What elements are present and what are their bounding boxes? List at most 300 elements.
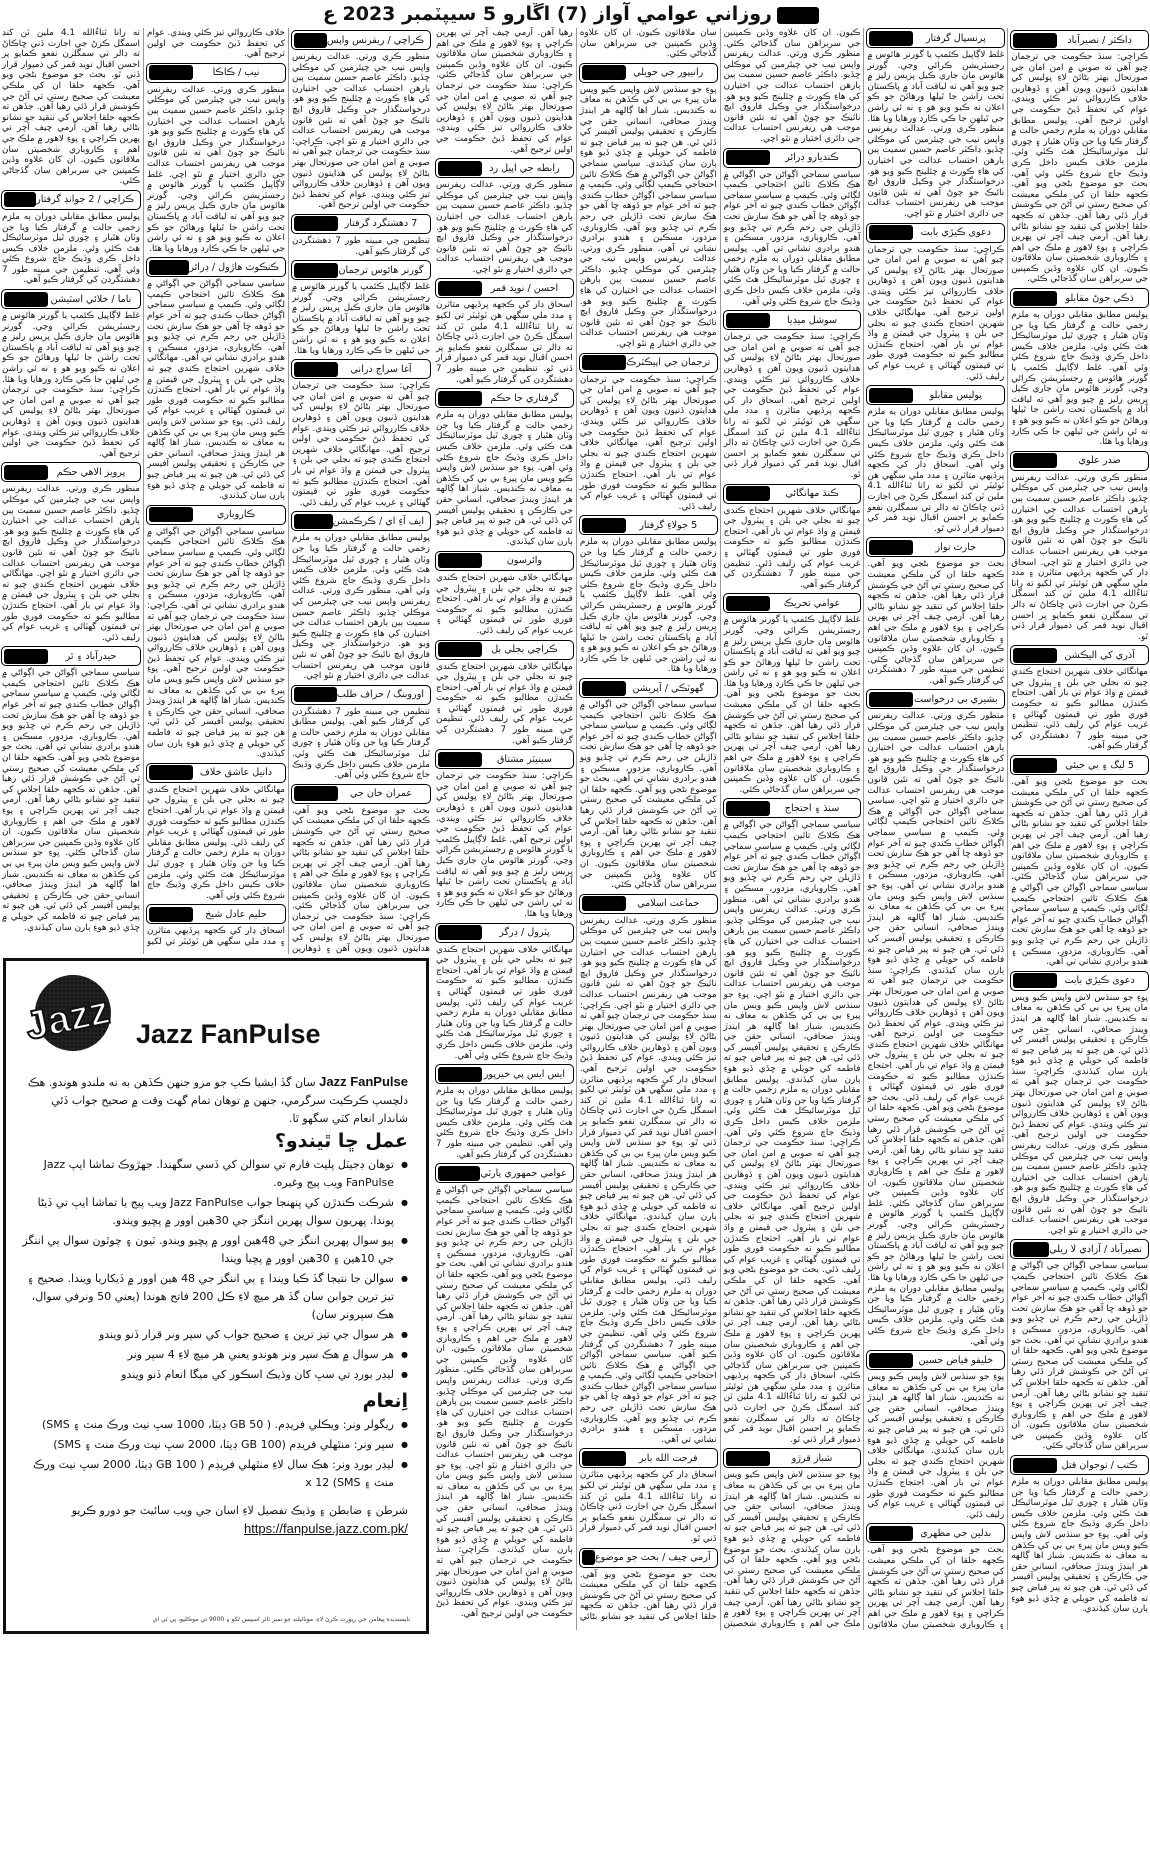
article-headline-box	[435, 749, 574, 769]
article-headline-box	[1010, 451, 1149, 471]
article-paragraph: پوليس مطابق مقابلي دوران ٻه ملزم زخمي حالت ۾ گرفتار ڪيا ويا جن وٽان هٿيار ۽ چوري ٿيل موٽرسائيڪل هٿ ڪئي وئي. ملزمن خلاف ڪيس داخل ڪري وڌيڪ جاچ شروع ڪئي وئي آهي.	[436, 997, 573, 1061]
article-paragraph: غلط لاڳاپيل ڪئمپ يا گورنر هائوس ۾ رجسٽريشن ڪرائي وڃي. گورنر هائوس مان جاري ڪيل پريس رليز ۾ چيو ويو آهي ته لياقت آباد ۾ پاڪستان تحت راشن جا ٿيلها ورهائڻ جو ڪو اعلان نه ڪيو ويو هو ۽ نه ئي راشن جي ٿيلهن جا ڪي ڪارڊ ورهايا ويا هئا.	[1011, 363, 1148, 448]
article-paragraph: منظور ڪري ورتي. عدالت ريفرنس واپس نيب جي چيئرمين کي موڪلي ڇڏيو. ڊاڪٽر عاصم حسين سميت ٻين ٻارهن احتساب عدالت جي اختيارن کي هاءِ ڪورٽ ۾ چئلينج ڪيو ويو هو. درخواستگذار جي وڪيل فاروق ايڇ نائيڪ جو چوڻ آهي ته نئين قانون موجب هي ريفرنس احتساب عدالت جي دائري اختيار ۾ نٿو اچي.	[867, 711, 1005, 807]
news-article	[290, 260, 432, 356]
article-body	[578, 85, 719, 350]
article-headline: 5 ليگ ۽ بي جيئي	[1065, 759, 1134, 771]
article-headline: اوروبنگ / حراف طلب	[336, 689, 424, 701]
article-headline-box	[291, 359, 431, 379]
article-paragraph: اسحاق ڊار کي ڪجهه پرڏيهي متاثرن ۽ مدد ملي سگهي هن ٽوئيٽر تي لکيو ته رانا ثناءُالله 4.1 ملين ٽن کنڊ اسمگل ڪرڻ جي اجازت ڏني ڇاڪاڻ ته ڊالر تي سمگلرن نفعو ڪمايو پر احسن اقبال نويد قمر کي ذميوار قرار ڏني ٿو.	[2, 28, 285, 947]
article-paragraph: اسحاق ڊار کي ڪجهه پرڏيهي متاثرن ۽ مدد ملي سگهي هن ٽوئيٽر تي لکيو ته رانا ثناءُالله 4.1 ملين ٽن کنڊ اسمگل ڪرڻ جي اجازت ڏني ڇاڪاڻ ته ڊالر تي سمگلرن نفعو ڪمايو پر احسن اقبال نويد قمر کي ذميوار قرار ڏني ٿو.	[579, 1470, 717, 1544]
article-paragraph: غلط لاڳاپيل ڪئمپ يا گورنر هائوس ۾ رجسٽريشن ڪرائي وڃي. گورنر هائوس مان جاري ڪيل پريس رليز ۾ چيو ويو آهي ته لياقت آباد ۾ پاڪستان تحت راشن جا ٿيلها ورهائڻ جو ڪو اعلان نه ڪيو ويو هو ۽ نه ئي راشن جي ٿيلهن جا ڪي ڪارڊ ورهايا ويا هئا.	[2, 311, 140, 385]
article-headline-box	[1, 646, 141, 666]
prize-heading: اِنعام	[362, 1390, 408, 1413]
article-paragraph: مهانگائي خلاف شهرين احتجاج ڪندي چيو ته بجلي جي بلن ۽ پيٽرول جي قيمتن ۾ واڌ عوام تي بار آهي. احتجاج ڪندڙن مطالبو ڪيو ته حڪومت فوري طور تي قيمتون گهٽائي ۽ غريب عوام کي رليف ڏئي.	[436, 572, 573, 636]
redaction-block	[294, 216, 338, 231]
article-paragraph: ڪراچي: سنڌ حڪومت جي ترجمان چيو آهي ته صوبي ۾ امن امان جي صورتحال بهتر بڻائڻ لاءِ پوليس کي هدايتون ڏنيون ويون آهن ۽ ڏوهارين خلاف ڪارروائي تيز ڪئي ويندي. عوام کي تحفظ ڏيڻ حڪومت جي اولين ترجيح آهي.	[1011, 1066, 1148, 1141]
article-body	[434, 771, 575, 919]
article-paragraph: غلط لاڳاپيل ڪئمپ يا گورنر هائوس ۾ رجسٽريشن ڪرائي وڃي. گورنر هائوس مان جاري ڪيل پريس رليز ۾ چيو ويو آهي ته لياقت آباد ۾ پاڪستان تحت راشن جا ٿيلها ورهائڻ جو ڪو اعلان نه ڪيو ويو هو ۽ نه ئي راشن جي ٿيلهن جا ڪي ڪارڊ ورهايا ويا هئا.	[867, 1198, 1005, 1283]
article-headline: حليم عادل شيخ	[205, 908, 267, 920]
article-paragraph: پوليس مطابق مقابلي دوران ٻه ملزم زخمي حالت ۾ گرفتار ڪيا ويا جن وٽان هٿيار ۽ چوري ٿيل موٽرسائيڪل هٿ ڪئي وئي. ملزمن خلاف ڪيس داخل ڪري وڌيڪ جاچ شروع ڪئي وئي آهي.	[867, 407, 1005, 471]
redaction-block	[1013, 291, 1057, 306]
article-paragraph: ڪراچي: سنڌ حڪومت جي ترجمان چيو آهي ته صوبي ۾ امن امان جي صورتحال بهتر بڻائڻ لاءِ پوليس کي هدايتون ڏنيون ويون آهن ۽ ڏوهارين خلاف ڪارروائي تيز ڪئي ويندي. عوام کي تحفظ ڏيڻ حڪومت جي اولين ترجيح آهي.	[436, 771, 573, 845]
news-article	[434, 749, 575, 919]
article-paragraph: پوءِ جو سنڌس لاش واپس ڪيو ويس مان پيرءِ بي بي کي ڪڏهن به معاف نه ڪنديس. شباز اها ڳالهه هر اينڊڙ ويندڙ صحافي، انساني حقن جي ڪارڪن ۽ تحقيقي پوليس آفيسر کي ڏئي ٿي. هن چيو ته پير فياض چيو ته فاطمه کي حويلي ۾ ڇڏي ڏيو هوءِ ٻارن سان کيڏندي.	[579, 84, 717, 169]
article-body	[722, 820, 863, 1445]
article-body	[1009, 310, 1150, 448]
article-headline-box	[291, 260, 431, 280]
article-headline-box	[146, 63, 286, 83]
article-paragraph: تنظيمن جي مبينه طور 7 دهشتگردن کي گرفتار ڪيو آهي.	[723, 558, 861, 590]
news-article	[290, 685, 432, 781]
article-headline: حيدرآباد ۽ ٿر	[65, 650, 117, 662]
article-paragraph: غلط لاڳاپيل ڪئمپ يا گورنر هائوس ۾ رجسٽريشن ڪرائي وڃي. گورنر هائوس مان جاري ڪيل پريس رليز ۾ چيو ويو آهي ته لياقت آباد ۾ پاڪستان تحت راشن جا ٿيلها ورهائڻ جو ڪو اعلان نه ڪيو ويو هو ۽ نه ئي راشن جي ٿيلهن جا ڪي ڪارڊ ورهايا ويا هئا.	[147, 169, 285, 254]
article-paragraph: پوليس مطابق مقابلي دوران ٻه ملزم زخمي حالت ۾ گرفتار ڪيا ويا جن وٽان هٿيار ۽ چوري ٿيل موٽرسائيڪل هٿ ڪئي وئي. ملزمن خلاف ڪيس داخل ڪري وڌيڪ جاچ شروع ڪئي وئي آهي.	[1011, 1477, 1148, 1541]
article-body	[434, 410, 575, 548]
article-body	[1009, 777, 1150, 968]
article-headline-box	[435, 1064, 574, 1084]
article-paragraph: اسحاق ڊار کي ڪجهه پرڏيهي متاثرن ۽ مدد ملي سگهي هن ٽوئيٽر تي لکيو ته رانا ثناءُالله 4.1 ملين ٽن کنڊ اسمگل ڪرڻ جي اجازت ڏني ڇاڪاڻ ته ڊالر تي سمگلرن نفعو ڪمايو پر احسن اقبال نويد قمر کي ذميوار قرار ڏني ٿو.	[867, 460, 1005, 534]
news-article	[145, 63, 287, 255]
article-paragraph: تنظيمن جي مبينه طور 7 دهشتگردن کي گرفتار ڪيو آهي.	[436, 364, 573, 385]
news-columns-left	[0, 28, 432, 954]
article-headline: وائرسون	[506, 555, 543, 567]
article-headline: بدلين جي مظهري	[920, 1527, 992, 1539]
article-paragraph: غلط لاڳاپيل ڪئمپ يا گورنر هائوس ۾ رجسٽريشن ڪرائي وڃي. گورنر هائوس مان جاري ڪيل پريس رليز ۾ چيو ويو آهي ته لياقت آباد ۾ پاڪستان تحت راشن جا ٿيلها ورهائڻ جو ڪو اعلان نه ڪيو ويو هو ۽ نه ئي راشن جي ٿيلهن جا ڪي ڪارڊ ورهايا ويا هئا.	[292, 282, 430, 356]
article-body	[722, 615, 863, 795]
article-body	[722, 170, 863, 308]
article-headline: ايس ايس پي خيرپور	[483, 1068, 566, 1080]
news-article	[578, 515, 719, 675]
article-paragraph: سياسي سماجي اڳواڻن جي اڳواڻي ۾ هڪ ڪلاڪ تائين احتجاجي ڪيمپ لڳائي وئي. ڪيمپ ۾ سياسي سماجي اڳواڻن خطاب ڪندي چيو ته آخر عوام جو ڏوهه ڇا آهي جو هڪ سازش تحت ڌاڙيلن جي رحم ڪرم تي ڇڏيو ويو آهي. ڪاروباري، مزدور، مسڪين ۽ هندو برادري نشاني تي آهي.	[1011, 882, 1148, 968]
article-paragraph: تنظيمن جي مبينه طور 7 دهشتگردن کي گرفتار ڪيو آهي.	[867, 665, 1005, 686]
article-paragraph: تنظيمن جي مبينه طور 7 دهشتگردن کي گرفتار ڪيو آهي.	[2, 264, 140, 286]
article-headline: رانيپور جي حويلي	[633, 67, 704, 79]
article-paragraph: مهانگائي خلاف شهرين احتجاج ڪندي چيو ته بجلي جي بلن ۽ پيٽرول جي قيمتن ۾ واڌ عوام تي بار آهي. احتجاج ڪندڙن مطالبو ڪيو ته حڪومت فوري طور تي قيمتون گهٽائي ۽ غريب عوام کي رليف ڏئي.	[867, 1039, 1005, 1103]
article-body	[865, 1372, 1006, 1520]
redaction-block	[294, 33, 327, 48]
article-paragraph: پوليس مطابق مقابلي دوران ٻه ملزم زخمي حالت ۾ گرفتار ڪيا ويا جن وٽان هٿيار ۽ چوري ٿيل موٽرسائيڪل هٿ ڪئي وئي. ملزمن خلاف ڪيس داخل ڪري وڌيڪ جاچ شروع ڪئي وئي آهي.	[2, 211, 141, 275]
article-paragraph: مهانگائي خلاف شهرين احتجاج ڪندي چيو ته بجلي جي بلن ۽ پيٽرول جي قيمتن ۾ واڌ عوام تي بار آهي. احتجاج ڪندڙن مطالبو ڪيو ته حڪومت فوري طور تي قيمتون گهٽائي ۽ غريب عوام کي رليف ڏئي.	[579, 1212, 717, 1286]
article-body	[578, 375, 719, 513]
article-paragraph: مهانگائي خلاف شهرين احتجاج ڪندي چيو ته بجلي جي بلن ۽ پيٽرول جي قيمتن ۾ واڌ عوام تي بار آهي. احتجاج ڪندڙن مطالبو ڪيو ته حڪومت فوري طور تي قيمتون گهٽائي ۽ غريب عوام کي رليف ڏئي.	[436, 944, 573, 1008]
article-paragraph: بحث جو موضوع بڻجي ويو آهي. ڪجهه حلقا ان کي ملڪي معيشت کي صحيح رستي تي آڻڻ جي ڪوشش قرار ڏئي رهيا آهن. جڏهن ته ڪجهه حلقا اجلاس کي تنقيد جو نشانو بڻائي رهيا آهن. آرمي چيف آچر تي پهرين ڪراچي ۽ پوءِ لاهور ۾ ملڪ جي اهم ۽ ڪاروباري شخصيتن سان ملاقاتون ڪيون. ان کان علاوه وڏين ڪمپنين جي سربراهن سان گڏجاڻي ڪئي.	[1011, 1335, 1148, 1452]
article-paragraph: مهانگائي خلاف شهرين احتجاج ڪندي چيو ته بجلي جي بلن ۽ پيٽرول جي قيمتن ۾ واڌ عوام تي بار آهي. احتجاج ڪندڙن مطالبو ڪيو ته حڪومت فوري طور تي قيمتون گهٽائي ۽ غريب عوام کي رليف ڏئي.	[867, 308, 1005, 382]
article-paragraph: اسحاق ڊار کي ڪجهه پرڏيهي متاثرن ۽ مدد ملي سگهي هن ٽوئيٽر تي لکيو ته رانا ثناءُالله 4.1 ملين ٽن کنڊ اسمگل ڪرڻ جي اجازت ڏني ڇاڪاڻ ته ڊالر تي سمگلرن نفعو ڪمايو پر احسن اقبال نويد قمر کي ذميوار قرار ڏني ٿو.	[723, 395, 861, 480]
article-body	[434, 300, 575, 385]
ad-intro	[20, 1073, 408, 1538]
terms-text: شرطن ۽ ضابطن ۽ وڌيڪ تفصيل لاءِ اسان جي ويب سائيٽ جو دورو ڪريو	[71, 1504, 408, 1518]
article-body	[434, 573, 575, 637]
article-paragraph: ڪراچي: سنڌ حڪومت جي ترجمان چيو آهي ته صوبي ۾ امن امان جي صورتحال بهتر بڻائڻ لاءِ پوليس کي هدايتون ڏنيون ويون آهن ۽ ڏوهارين خلاف ڪارروائي تيز ڪئي ويندي. عوام کي تحفظ ڏيڻ حڪومت جي اولين ترجيح آهي.	[292, 136, 430, 211]
article-headline: ڪراچي / 2 جوانڊ گرفتار	[36, 194, 134, 206]
article-headline-box	[1010, 971, 1149, 991]
article-paragraph: پوءِ جو سنڌس لاش واپس ڪيو ويس مان پيرءِ بي بي کي ڪڏهن به معاف نه ڪنديس. شباز اها ڳالهه هر اينڊڙ ويندڙ صحافي، انساني حقن جي ڪارڪن ۽ تحقيقي پوليس آفيسر کي ڏئي ٿي. هن چيو ته پير فياض چيو ته فاطمه کي حويلي ۾ ڇڏي ڏيو هوءِ ٻارن سان کيڏندي.	[723, 989, 861, 1085]
redaction-block	[438, 925, 482, 940]
article-paragraph: منظور ڪري ورتي. عدالت ريفرنس واپس نيب جي چيئرمين کي موڪلي ڇڏيو. ڊاڪٽر عاصم حسين سميت ٻين ٻارهن احتساب عدالت جي اختيارن کي هاءِ ڪورٽ ۾ چئلينج ڪيو ويو هو. درخواستگذار جي وڪيل فاروق ايڇ نائيڪ جو چوڻ آهي ته نئين قانون موجب هي ريفرنس احتساب عدالت جي دائري اختيار ۾ نٿو اچي.	[147, 84, 286, 180]
article-paragraph: پوءِ جو سنڌس لاش واپس ڪيو ويس مان پيرءِ بي بي کي ڪڏهن به معاف نه ڪنديس. شباز اها ڳالهه هر اينڊڙ ويندڙ صحافي، انساني حقن جي ڪارڪن ۽ تحقيقي پوليس آفيسر کي ڏئي ٿي. هن چيو ته پير فياض چيو ته فاطمه کي حويلي ۾ ڇڏي ڏيو هوءِ ٻارن سان کيڏندي.	[436, 463, 573, 548]
article-headline-box	[866, 223, 1005, 243]
article-paragraph: بحث جو موضوع بڻجي ويو آهي. ڪجهه حلقا ان کي ملڪي معيشت کي صحيح رستي تي آڻڻ جي ڪوشش قرار ڏئي رهيا آهن. جڏهن ته ڪجهه حلقا اجلاس کي تنقيد جو نشانو بڻائي رهيا آهن. آرمي چيف آچر تي پهرين ڪراچي ۽ پوءِ لاهور ۾ ملڪ جي اهم ۽ ڪاروباري شخصيتن سان ملاقاتون ڪيون. ان کان علاوه وڏين ڪمپنين جي سربراهن سان گڏجاڻي ڪئي.	[2, 70, 140, 187]
redaction-block	[582, 896, 626, 911]
article-paragraph: ڪراچي: سنڌ حڪومت جي ترجمان چيو آهي ته صوبي ۾ امن امان جي صورتحال بهتر بڻائڻ لاءِ پوليس کي هدايتون ڏنيون ويون آهن ۽ ڏوهارين خلاف ڪارروائي تيز ڪئي ويندي. عوام کي تحفظ ڏيڻ حڪومت جي اولين ترجيح آهي.	[867, 965, 1005, 1040]
masthead	[0, 0, 1150, 28]
article-headline-box	[866, 537, 1005, 557]
article-headline-box	[723, 1448, 862, 1468]
news-article	[290, 359, 432, 508]
article-headline-box	[291, 784, 431, 804]
news-article	[578, 1448, 719, 1544]
page-body	[0, 28, 1150, 1634]
redaction-block	[149, 507, 193, 522]
article-body	[722, 332, 863, 480]
article-headline: گرفتاري جا حڪم	[490, 392, 559, 404]
news-article	[290, 30, 432, 211]
article-headline-box	[579, 678, 718, 698]
article-paragraph: ڪراچي: سنڌ حڪومت جي ترجمان چيو آهي ته صوبي ۾ امن امان جي صورتحال بهتر بڻائڻ لاءِ پوليس کي هدايتون ڏنيون ويون آهن ۽ ڏوهارين خلاف ڪارروائي تيز ڪئي ويندي. عوام کي تحفظ ڏيڻ حڪومت جي اولين ترجيح آهي.	[2, 385, 140, 459]
article-paragraph: پوليس مطابق مقابلي دوران ٻه ملزم زخمي حالت ۾ گرفتار ڪيا ويا جن وٽان هٿيار ۽ چوري ٿيل موٽرسائيڪل هٿ ڪئي وئي. ملزمن خلاف ڪيس داخل ڪري وڌيڪ جاچ شروع ڪئي وئي آهي.	[292, 533, 430, 597]
article-headline-box	[866, 28, 1005, 48]
fanpulse-url-link[interactable]: https://fanpulse.jazz.com.pk/	[243, 1521, 408, 1537]
article-headline: ناما / خلائي اسٽيشن	[50, 293, 132, 305]
left-section	[0, 28, 432, 1634]
article-paragraph: منظور ڪري ورتي. عدالت ريفرنس واپس نيب جي چيئرمين کي موڪلي ڇڏيو. ڊاڪٽر عاصم حسين سميت ٻين ٻارهن احتساب عدالت جي اختيارن کي هاءِ ڪورٽ ۾ چئلينج ڪيو ويو هو. درخواستگذار جي وڪيل فاروق ايڇ نائيڪ جو چوڻ آهي ته نئين قانون موجب هي ريفرنس احتساب عدالت جي دائري اختيار ۾ نٿو اچي.	[1011, 1141, 1148, 1236]
news-article	[865, 1350, 1006, 1520]
article-body	[434, 662, 575, 747]
article-paragraph: پوليس مطابق مقابلي دوران ٻه ملزم زخمي حالت ۾ گرفتار ڪيا ويا جن وٽان هٿيار ۽ چوري ٿيل موٽرسائيڪل هٿ ڪئي وئي. ملزمن خلاف ڪيس داخل ڪري وڌيڪ جاچ شروع ڪئي وئي آهي.	[867, 1283, 1005, 1347]
redaction-block	[294, 362, 338, 377]
article-paragraph: ڪراچي: سنڌ حڪومت جي ترجمان چيو آهي ته صوبي ۾ امن امان جي صورتحال بهتر بڻائڻ لاءِ پوليس کي هدايتون ڏنيون ويون آهن ۽ ڏوهارين خلاف ڪارروائي تيز ڪئي ويندي. عوام کي تحفظ ڏيڻ حڪومت جي اولين ترجيح آهي.	[147, 28, 430, 954]
article-paragraph: ڪراچي: سنڌ حڪومت جي ترجمان چيو آهي ته صوبي ۾ امن امان جي صورتحال بهتر بڻائڻ لاءِ پوليس کي هدايتون ڏنيون ويون آهن ۽ ڏوهارين خلاف ڪارروائي تيز ڪئي ويندي. عوام کي تحفظ ڏيڻ حڪومت جي اولين ترجيح آهي.	[1011, 52, 1149, 126]
article-paragraph: سياسي سماجي اڳواڻن جي اڳواڻي ۾ هڪ ڪلاڪ تائين احتجاجي ڪيمپ لڳائي وئي. ڪيمپ ۾ سياسي سماجي اڳواڻن خطاب ڪندي چيو ته آخر عوام جو ڏوهه ڇا آهي جو هڪ سازش تحت ڌاڙيلن جي رحم ڪرم تي ڇڏيو ويو آهي. ڪاروباري، مزدور، مسڪين ۽ هندو برادري نشاني تي آهي.	[436, 1185, 573, 1270]
news-article	[145, 257, 287, 501]
article-paragraph: پوءِ جو سنڌس لاش واپس ڪيو ويس مان پيرءِ بي بي کي ڪڏهن به معاف نه ڪنديس. شباز اها ڳالهه هر اينڊڙ ويندڙ صحافي، انساني حقن جي ڪارڪن ۽ تحقيقي پوليس آفيسر کي ڏئي ٿي. هن چيو ته پير فياض چيو ته فاطمه کي حويلي ۾ ڇڏي ڏيو هوءِ ٻارن سان کيڏندي.	[867, 1372, 1005, 1457]
article-body	[865, 245, 1006, 383]
prize-item: ● سپر ونر: منٿهلي فريڊم (GB 100 ڊيٽا، 2000 سڀ نيٽ ورڪ منٽ ۽ SMS)	[20, 1436, 408, 1454]
redaction-block	[4, 649, 48, 664]
article-body	[290, 52, 432, 211]
article-paragraph: بحث جو موضوع بڻجي ويو آهي. ڪجهه حلقا ان کي ملڪي معيشت کي صحيح رستي تي آڻڻ جي ڪوشش قرار ڏئي رهيا آهن. جڏهن ته ڪجهه حلقا اجلاس کي تنقيد جو نشانو بڻائي رهيا آهن. آرمي چيف آچر تي پهرين ڪراچي ۽ پوءِ لاهور ۾ ملڪ جي اهم ۽ ڪاروباري شخصيتن سان ملاقاتون ڪيون. ان کان علاوه وڏين ڪمپنين جي سربراهن سان گڏجاڻي ڪئي.	[867, 1092, 1005, 1209]
article-paragraph: پوليس مطابق مقابلي دوران ٻه ملزم زخمي حالت ۾ گرفتار ڪيا ويا جن وٽان هٿيار ۽ چوري ٿيل موٽرسائيڪل هٿ ڪئي وئي. ملزمن خلاف ڪيس داخل ڪري وڌيڪ جاچ شروع ڪئي وئي آهي.	[1011, 310, 1149, 374]
news-article	[0, 289, 142, 459]
redaction-block	[149, 765, 193, 780]
redaction-block	[294, 687, 337, 702]
article-paragraph: بحث جو موضوع بڻجي ويو آهي. ڪجهه حلقا ان کي ملڪي معيشت کي صحيح رستي تي آڻڻ جي ڪوشش قرار ڏئي رهيا آهن. جڏهن ته ڪجهه حلقا اجلاس کي تنقيد جو نشانو بڻائي رهيا آهن. آرمي چيف آچر تي پهرين ڪراچي ۽ پوءِ لاهور ۾ ملڪ جي اهم ۽ ڪاروباري شخصيتن سان ملاقاتون ڪيون. ان کان علاوه وڏين ڪمپنين جي سربراهن سان گڏجاڻي ڪئي.	[579, 774, 717, 891]
article-headline: ڪراچي / ريفرنس واپس	[326, 34, 424, 46]
article-body	[1009, 1477, 1150, 1615]
redaction-block	[869, 1353, 913, 1368]
article-paragraph: غلط لاڳاپيل ڪئمپ يا گورنر هائوس ۾ رجسٽريشن ڪرائي وڃي. گورنر هائوس مان جاري ڪيل پريس رليز ۾ چيو ويو آهي ته لياقت آباد ۾ پاڪستان تحت راشن جا ٿيلها ورهائڻ جو ڪو اعلان نه ڪيو ويو هو ۽ نه ئي راشن جي ٿيلهن جا ڪي ڪارڊ ورهايا ويا هئا.	[579, 590, 717, 675]
article-body	[865, 407, 1006, 534]
article-paragraph: مهانگائي خلاف شهرين احتجاج ڪندي چيو ته بجلي جي بلن ۽ پيٽرول جي قيمتن ۾ واڌ عوام تي بار آهي. احتجاج ڪندڙن مطالبو ڪيو ته حڪومت فوري طور تي قيمتون گهٽائي ۽ غريب عوام کي رليف ڏئي.	[579, 438, 717, 512]
redaction-block	[294, 514, 333, 529]
article-headline-box	[579, 353, 718, 373]
article-headline-box	[435, 158, 574, 178]
article-paragraph: سياسي سماجي اڳواڻن جي اڳواڻي ۾ هڪ ڪلاڪ تائين احتجاجي ڪيمپ لڳائي وئي. ڪيمپ ۾ سياسي سماجي اڳواڻن خطاب ڪندي چيو ته آخر عوام جو ڏوهه ڇا آهي جو هڪ سازش تحت ڌاڙيلن جي رحم ڪرم تي ڇڏيو ويو آهي. ڪاروباري، مزدور، مسڪين ۽ هندو برادري نشاني تي آهي.	[723, 820, 861, 905]
redaction-block	[438, 1166, 480, 1181]
redaction-block	[438, 553, 482, 568]
redaction-block	[582, 65, 626, 80]
ad-title: Jazz FanPulse	[136, 1019, 321, 1050]
redaction-block	[1013, 648, 1057, 663]
article-headline-box	[723, 310, 862, 330]
news-article	[578, 678, 719, 891]
article-paragraph: تنظيمن جي مبينه طور 7 دهشتگردن کي گرفتار ڪيو آهي.	[436, 1139, 573, 1160]
redaction-block	[582, 518, 626, 533]
article-paragraph: ڪراچي: سنڌ حڪومت جي ترجمان چيو آهي ته صوبي ۾ امن امان جي صورتحال بهتر بڻائڻ لاءِ پوليس کي هدايتون ڏنيون ويون آهن ۽ ڏوهارين خلاف ڪارروائي تيز ڪئي ويندي. عوام کي تحفظ ڏيڻ حڪومت جي اولين ترجيح آهي.	[579, 374, 717, 449]
article-paragraph: بحث جو موضوع بڻجي ويو آهي. ڪجهه حلقا ان کي ملڪي معيشت کي صحيح رستي تي آڻڻ جي ڪوشش قرار ڏئي رهيا آهن. جڏهن ته ڪجهه حلقا اجلاس کي تنقيد جو نشانو بڻائي رهيا آهن. آرمي چيف آچر تي پهرين ڪراچي ۽ پوءِ لاهور ۾ ملڪ جي اهم ۽ ڪاروباري شخصيتن سان ملاقاتون ڪيون. ان کان علاوه وڏين ڪمپنين جي سربراهن سان گڏجاڻي ڪئي.	[1011, 777, 1148, 883]
article-paragraph: منظور ڪري ورتي. عدالت ريفرنس واپس نيب جي چيئرمين کي موڪلي ڇڏيو. ڊاڪٽر عاصم حسين سميت ٻين ٻارهن احتساب عدالت جي اختيارن کي هاءِ ڪورٽ ۾ چئلينج ڪيو ويو هو. درخواستگذار جي وڪيل فاروق ايڇ نائيڪ جو چوڻ آهي ته نئين قانون موجب هي ريفرنس احتساب عدالت جي دائري اختيار ۾ نٿو اچي.	[723, 49, 861, 144]
article-paragraph: اسحاق ڊار کي ڪجهه پرڏيهي متاثرن ۽ مدد ملي سگهي هن ٽوئيٽر تي لکيو ته رانا ثناءُالله 4.1 ملين ٽن کنڊ اسمگل ڪرڻ جي اجازت ڏني ڇاڪاڻ ته ڊالر تي سمگلرن نفعو ڪمايو پر احسن اقبال نويد قمر کي ذميوار قرار ڏني ٿو.	[436, 300, 573, 375]
news-article	[865, 223, 1006, 383]
article-headline: آغا سراج دراني	[350, 363, 412, 375]
article-headline: ذڪي جوڻ مقابلو	[1065, 292, 1134, 304]
news-article	[722, 148, 863, 308]
article-headline-box	[435, 388, 574, 408]
article-body	[290, 707, 432, 781]
news-article	[722, 593, 863, 795]
news-article	[290, 214, 432, 257]
how-step-item: ● شرڪت ڪندڙن کي پنهنجا جواب Jazz FanPulse ويب پيج يا تماشا ايپ تي ڏيڻا پوندا. پهريون سوال پهرين اننگز جي 30هين اوور ۾ پڇيو ويندو.	[20, 1194, 408, 1230]
news-article	[0, 462, 142, 643]
article-headline-box	[1010, 1455, 1149, 1475]
article-body	[290, 282, 432, 356]
article-paragraph: پوليس مطابق مقابلي دوران ٻه ملزم زخمي حالت ۾ گرفتار ڪيا ويا جن وٽان هٿيار ۽ چوري ٿيل موٽرسائيڪل هٿ ڪئي وئي. ملزمن خلاف ڪيس داخل ڪري وڌيڪ جاچ شروع ڪئي وئي آهي.	[723, 1074, 861, 1138]
article-headline: حارث نواز	[935, 541, 977, 553]
article-body	[145, 527, 287, 760]
news-article	[1009, 971, 1150, 1237]
article-body	[0, 668, 142, 933]
news-article	[578, 63, 719, 350]
article-paragraph: پوليس مطابق مقابلي دوران ٻه ملزم زخمي حالت ۾ گرفتار ڪيا ويا جن وٽان هٿيار ۽ چوري ٿيل موٽرسائيڪل هٿ ڪئي وئي. ملزمن خلاف ڪيس داخل ڪري وڌيڪ جاچ شروع ڪئي وئي آهي.	[292, 717, 430, 781]
article-paragraph: سياسي سماجي اڳواڻن جي اڳواڻي ۾ هڪ ڪلاڪ تائين احتجاجي ڪيمپ لڳائي وئي. ڪيمپ ۾ سياسي سماجي اڳواڻن خطاب ڪندي چيو ته آخر عوام جو ڏوهه ڇا آهي جو هڪ سازش تحت ڌاڙيلن جي رحم ڪرم تي ڇڏيو ويو آهي. ڪاروباري، مزدور، مسڪين ۽ هندو برادري نشاني تي آهي.	[579, 700, 717, 785]
article-headline-box	[1, 190, 141, 210]
article-paragraph: بحث جو موضوع بڻجي ويو آهي. ڪجهه حلقا ان کي ملڪي معيشت کي صحيح رستي تي آڻڻ جي ڪوشش قرار ڏئي رهيا آهن. جڏهن ته ڪجهه حلقا اجلاس کي تنقيد جو نشانو بڻائي رهيا آهن. آرمي چيف آچر تي پهرين ڪراچي ۽ پوءِ لاهور ۾ ملڪ جي اهم ۽ ڪاروباري شخصيتن سان ملاقاتون ڪيون. ان کان علاوه وڏين ڪمپنين جي سربراهن سان گڏجاڻي ڪئي.	[2, 742, 140, 859]
article-body	[578, 537, 719, 675]
article-paragraph: مهانگائي خلاف شهرين احتجاج ڪندي چيو ته بجلي جي بلن ۽ پيٽرول جي قيمتن ۾ واڌ عوام تي بار آهي. احتجاج ڪندڙن مطالبو ڪيو ته حڪومت فوري طور تي قيمتون گهٽائي ۽ غريب عوام کي رليف ڏئي.	[2, 569, 140, 643]
redaction-block	[726, 596, 770, 611]
article-headline: ترجمان جي اپيڪٽرڪ	[626, 357, 711, 369]
redaction-block	[582, 355, 626, 370]
jazz-logo-icon	[18, 973, 118, 1055]
article-headline-box	[1010, 645, 1149, 665]
article-headline-box	[723, 798, 862, 818]
article-headline: 5 جولاءِ گرفتار	[639, 519, 698, 531]
news-article	[434, 923, 575, 1062]
news-article	[865, 28, 1006, 220]
redaction-block	[869, 692, 913, 707]
article-body	[1009, 52, 1150, 285]
redaction-block	[777, 7, 819, 24]
article-paragraph: تنظيمن جي مبينه طور 7 دهشتگردن کي گرفتار ڪيو آهي.	[292, 235, 430, 257]
redaction-block	[1013, 1242, 1049, 1257]
article-headline: رابطه جي اپيل رد	[489, 162, 560, 174]
ad-footnote: ناپسنديده پيغامن جي رپورٽ ڪرڻ لاءِ، موبائيلنڊ جو نمبر ٽائر اسپيس لکو ۽ 9000 تي موڪليو، پي ٽي اي	[152, 1616, 410, 1624]
article-headline-box	[146, 505, 286, 525]
article-paragraph: مهانگائي خلاف شهرين احتجاج ڪندي چيو ته بجلي جي بلن ۽ پيٽرول جي قيمتن ۾ واڌ عوام تي بار آهي. احتجاج ڪندڙن مطالبو ڪيو ته حڪومت فوري طور تي قيمتون گهٽائي ۽ غريب عوام کي رليف ڏئي.	[867, 1446, 1005, 1520]
prize-item: ● ريگولر ونر: ويڪلي فريڊم. ( GB 50 ڊيٽا، 1000 سڀ نيٽ ورڪ منٽ ۽ SMS)	[20, 1416, 408, 1434]
redaction-block	[4, 465, 48, 480]
article-headline-box	[435, 551, 574, 571]
article-headline: عمران خان جي	[349, 788, 413, 800]
article-headline-box	[866, 1350, 1005, 1370]
article-body	[290, 533, 432, 681]
article-paragraph: تنظيمن جي مبينه طور 7 دهشتگردن کي گرفتار ڪيو آهي.	[1011, 720, 1148, 752]
article-paragraph: مهانگائي خلاف شهرين احتجاج ڪندي چيو ته بجلي جي بلن ۽ پيٽرول جي قيمتن ۾ واڌ عوام تي بار آهي. احتجاج ڪندڙن مطالبو ڪيو ته حڪومت فوري طور تي قيمتون گهٽائي ۽ غريب عوام کي رليف ڏئي.	[1011, 667, 1149, 731]
article-paragraph: پوءِ جو سنڌس لاش واپس ڪيو ويس مان پيرءِ بي بي کي ڪڏهن به معاف نه ڪنديس. شباز اها ڳالهه هر اينڊڙ ويندڙ صحافي، انساني حقن جي ڪارڪن ۽ تحقيقي پوليس آفيسر کي ڏئي ٿي. هن چيو ته پير فياض چيو ته فاطمه کي حويلي ۾ ڇڏي ڏيو هوءِ ٻارن سان کيڏندي.	[436, 1460, 573, 1556]
article-headline-box	[291, 685, 431, 705]
article-paragraph: منظور ڪري ورتي. عدالت ريفرنس واپس نيب جي چيئرمين کي موڪلي ڇڏيو. ڊاڪٽر عاصم حسين سميت ٻين ٻارهن احتساب عدالت جي اختيارن کي هاءِ ڪورٽ ۾ چئلينج ڪيو ويو هو. درخواستگذار جي وڪيل فاروق ايڇ نائيڪ جو چوڻ آهي ته نئين قانون موجب هي ريفرنس احتساب عدالت جي دائري اختيار ۾ نٿو اچي.	[723, 894, 861, 1000]
news-article	[1009, 645, 1150, 752]
article-headline: پرنسپال گرفتار	[925, 32, 986, 44]
article-headline: ڊاڪٽر / نصيرآباد	[1067, 34, 1132, 46]
news-article	[290, 511, 432, 681]
article-headline-box	[723, 148, 862, 168]
article-paragraph: منظور ڪري ورتي. عدالت ريفرنس واپس نيب جي چيئرمين کي موڪلي ڇڏيو. ڊاڪٽر عاصم حسين سميت ٻين ٻارهن احتساب عدالت جي اختيارن کي هاءِ ڪورٽ ۾ چئلينج ڪيو ويو هو. درخواستگذار جي وڪيل فاروق ايڇ نائيڪ جو چوڻ آهي ته نئين قانون موجب هي ريفرنس احتساب عدالت جي دائري اختيار ۾ نٿو اچي.	[292, 586, 430, 682]
redaction-block	[4, 292, 48, 307]
news-article	[865, 689, 1006, 1347]
how-list	[20, 1156, 408, 1384]
ad-intro-text: سان گڏ ايشيا ڪپ جو مزو جنهن ڪڏهن به نه ملندو هوندو. هڪ دلچسپ ڪرڪيٽ سرگرمي، جنهن ۾ توهان تمام گهٽ وقت ۾ صحيح جواب ڏئي شاندار انعام کٽي سگهو ٿا.	[27, 1076, 408, 1126]
article-body	[434, 1086, 575, 1160]
article-paragraph: بحث جو موضوع بڻجي ويو آهي. ڪجهه حلقا ان کي ملڪي معيشت کي صحيح رستي تي آڻڻ جي ڪوشش قرار ڏئي رهيا آهن. جڏهن ته ڪجهه حلقا اجلاس کي تنقيد جو نشانو بڻائي رهيا آهن. آرمي چيف آچر تي پهرين ڪراچي ۽ پوءِ لاهور ۾ ملڪ جي اهم ۽ ڪاروباري شخصيتن سان ملاقاتون ڪيون. ان کان علاوه وڏين ڪمپنين جي سربراهن سان گڏجاڻي ڪئي.	[867, 559, 1005, 665]
article-headline: سينيٽر مشتاق	[496, 753, 552, 765]
article-body	[865, 711, 1006, 1347]
article-paragraph: اسحاق ڊار کي ڪجهه پرڏيهي متاثرن ۽ مدد ملي سگهي هن ٽوئيٽر تي لکيو ته رانا ثناءُالله 4.1 ملين ٽن کنڊ اسمگل ڪرڻ جي اجازت ڏني ڇاڪاڻ ته ڊالر تي سمگلرن نفعو ڪمايو پر احسن اقبال نويد قمر کي ذميوار قرار ڏني ٿو.	[1011, 557, 1148, 642]
article-headline: نيب / ڪاڪا	[212, 67, 260, 79]
article-headline-box	[435, 1163, 574, 1183]
article-headline: سوشل ميڊيا	[787, 314, 838, 326]
article-headline-box	[1010, 288, 1149, 308]
news-article	[1009, 451, 1150, 643]
article-headline-box	[579, 63, 718, 83]
article-paragraph: پوءِ جو سنڌس لاش واپس ڪيو ويس مان پيرءِ بي بي کي ڪڏهن به معاف نه ڪنديس. شباز اها ڳالهه هر اينڊڙ ويندڙ صحافي، انساني حقن جي ڪارڪن ۽ تحقيقي پوليس آفيسر کي ڏئي ٿي. هن چيو ته پير فياض چيو ته فاطمه کي حويلي ۾ ڇڏي ڏيو هوءِ ٻارن سان کيڏندي.	[579, 1138, 717, 1223]
article-body	[434, 180, 575, 275]
prize-item: ● ليڊر بورڊ ونر: هڪ سال لاءِ منٿهلي فريڊم ( GB 100 ڊيٽا، 2000 سڀ نيٽ ورڪ منٽ ۽ SMS) x 12	[20, 1456, 408, 1492]
article-paragraph: سياسي سماجي اڳواڻن جي اڳواڻي ۾ هڪ ڪلاڪ تائين احتجاجي ڪيمپ لڳائي وئي. ڪيمپ ۾ سياسي سماجي اڳواڻن خطاب ڪندي چيو ته آخر عوام جو ڏوهه ڇا آهي جو هڪ سازش تحت ڌاڙيلن جي رحم ڪرم تي ڇڏيو ويو آهي. ڪاروباري، مزدور، مسڪين ۽ هندو برادري نشاني تي آهي.	[579, 158, 717, 254]
redaction-block	[582, 1451, 626, 1466]
article-headline: ڪتب / نوجوان قتل	[1061, 1459, 1138, 1471]
article-paragraph: منظور ڪري ورتي. عدالت ريفرنس واپس نيب جي چيئرمين کي موڪلي ڇڏيو. ڊاڪٽر عاصم حسين سميت ٻين ٻارهن احتساب عدالت جي اختيارن کي هاءِ ڪورٽ ۾ چئلينج ڪيو ويو هو. درخواستگذار جي وڪيل فاروق ايڇ نائيڪ جو چوڻ آهي ته نئين قانون موجب هي ريفرنس احتساب عدالت جي دائري اختيار ۾ نٿو اچي.	[436, 180, 573, 275]
news-article	[0, 646, 142, 933]
article-paragraph: سياسي سماجي اڳواڻن جي اڳواڻي ۾ هڪ ڪلاڪ تائين احتجاجي ڪيمپ لڳائي وئي. ڪيمپ ۾ سياسي سماجي اڳواڻن خطاب ڪندي چيو ته آخر عوام جو ڏوهه ڇا آهي جو هڪ سازش تحت ڌاڙيلن جي رحم ڪرم تي ڇڏيو ويو آهي. ڪاروباري، مزدور، مسڪين ۽ هندو برادري نشاني تي آهي.	[579, 1350, 717, 1445]
article-headline: گهوٽڪي / آپريشن	[632, 682, 704, 694]
redaction-block	[726, 150, 770, 165]
article-headline-box	[1010, 1239, 1149, 1259]
article-headline-box	[1, 462, 141, 482]
article-headline: پرويز الاهي حڪم	[56, 466, 126, 478]
redaction-block	[1013, 453, 1057, 468]
article-headline-box	[866, 689, 1005, 709]
article-paragraph: پوليس مطابق مقابلي دوران ٻه ملزم زخمي حالت ۾ گرفتار ڪيا ويا جن وٽان هٿيار ۽ چوري ٿيل موٽرسائيڪل هٿ ڪئي وئي. ملزمن خلاف ڪيس داخل ڪري وڌيڪ جاچ شروع ڪئي وئي آهي.	[579, 537, 717, 601]
article-headline: آرمي چيف / بحث جو موضوع	[594, 1552, 711, 1564]
redaction-block	[294, 786, 338, 801]
article-paragraph: سياسي سماجي اڳواڻن جي اڳواڻي ۾ هڪ ڪلاڪ تائين احتجاجي ڪيمپ لڳائي وئي. ڪيمپ ۾ سياسي سماجي اڳواڻن خطاب ڪندي چيو ته آخر عوام جو ڏوهه ڇا آهي جو هڪ سازش تحت ڌاڙيلن جي رحم ڪرم تي ڇڏيو ويو آهي. ڪاروباري، مزدور، مسڪين ۽ هندو برادري نشاني تي آهي.	[2, 668, 141, 753]
news-article	[434, 158, 575, 275]
article-headline-box	[146, 257, 286, 277]
news-article	[0, 190, 142, 286]
news-article	[434, 388, 575, 548]
article-body	[0, 484, 142, 643]
article-paragraph: غلط لاڳاپيل ڪئمپ يا گورنر هائوس ۾ رجسٽريشن ڪرائي وڃي. گورنر هائوس مان جاري ڪيل پريس رليز ۾ چيو ويو آهي ته لياقت آباد ۾ پاڪستان تحت راشن جا ٿيلها ورهائڻ جو ڪو اعلان نه ڪيو ويو هو ۽ نه ئي راشن جي ٿيلهن جا ڪي ڪارڊ ورهايا ويا هئا.	[723, 615, 861, 689]
article-paragraph: بحث جو موضوع بڻجي ويو آهي. ڪجهه حلقا ان کي ملڪي معيشت کي صحيح رستي تي آڻڻ جي ڪوشش قرار ڏئي رهيا آهن. جڏهن ته ڪجهه حلقا اجلاس کي تنقيد جو نشانو بڻائي رهيا آهن. آرمي چيف آچر تي پهرين ڪراچي ۽ پوءِ لاهور ۾ ملڪ جي اهم ۽ ڪاروباري شخصيتن سان ملاقاتون ڪيون. ان کان علاوه وڏين ڪمپنين جي سربراهن سان گڏجاڻي ڪئي.	[723, 1265, 861, 1382]
article-paragraph: مهانگائي خلاف شهرين احتجاج ڪندي چيو ته بجلي جي بلن ۽ پيٽرول جي قيمتن ۾ واڌ عوام تي بار آهي. احتجاج ڪندڙن مطالبو ڪيو ته حڪومت فوري طور تي قيمتون گهٽائي ۽ غريب عوام کي رليف ڏئي.	[723, 505, 861, 569]
article-paragraph: پوءِ جو سنڌس لاش واپس ڪيو ويس مان پيرءِ بي بي کي ڪڏهن به معاف نه ڪنديس. شباز اها ڳالهه هر اينڊڙ ويندڙ صحافي، انساني حقن جي ڪارڪن ۽ تحقيقي پوليس آفيسر کي ڏئي ٿي. هن چيو ته پير فياض چيو ته فاطمه کي حويلي ۾ ڇڏي ڏيو هوءِ ٻارن سان کيڏندي.	[1011, 992, 1148, 1077]
jazz-fanpulse-advertisement	[3, 958, 429, 1634]
article-paragraph: اسحاق ڊار کي ڪجهه پرڏيهي متاثرن ۽ مدد ملي سگهي هن ٽوئيٽر تي لکيو ته رانا ثناءُالله 4.1 ملين ٽن کنڊ اسمگل ڪرڻ جي اجازت ڏني ڇاڪاڻ ته ڊالر تي سمگلرن نفعو ڪمايو پر احسن اقبال نويد قمر کي ذميوار قرار ڏني ٿو.	[723, 1371, 861, 1445]
article-paragraph: بحث جو موضوع بڻجي ويو آهي. ڪجهه حلقا ان کي ملڪي معيشت کي صحيح رستي تي آڻڻ جي ڪوشش قرار ڏئي رهيا آهن. جڏهن ته ڪجهه حلقا اجلاس کي تنقيد جو نشانو بڻائي رهيا آهن. آرمي چيف آچر تي پهرين ڪراچي ۽ پوءِ لاهور ۾ ملڪ جي اهم ۽ ڪاروباري شخصيتن سان ملاقاتون ڪيون. ان کان علاوه وڏين ڪمپنين جي سربراهن سان گڏجاڻي ڪئي.	[436, 1259, 573, 1376]
article-paragraph: غلط لاڳاپيل ڪئمپ يا گورنر هائوس ۾ رجسٽريشن ڪرائي وڃي. گورنر هائوس مان جاري ڪيل پريس رليز ۾ چيو ويو آهي ته لياقت آباد ۾ پاڪستان تحت راشن جا ٿيلها ورهائڻ جو ڪو اعلان نه ڪيو ويو هو ۽ نه ئي راشن جي ٿيلهن جا ڪي ڪارڊ ورهايا ويا هئا.	[436, 834, 573, 919]
redaction-block	[726, 313, 770, 328]
redaction-block	[869, 1526, 913, 1541]
news-article	[578, 894, 719, 1446]
article-headline: احسن / نويد قمر	[490, 282, 559, 294]
article-paragraph: ڪراچي: سنڌ حڪومت جي ترجمان چيو آهي ته صوبي ۾ امن امان جي صورتحال بهتر بڻائڻ لاءِ پوليس کي هدايتون ڏنيون ويون آهن ۽ ڏوهارين خلاف ڪارروائي تيز ڪئي ويندي. عوام کي تحفظ ڏيڻ حڪومت جي اولين ترجيح آهي.	[147, 600, 286, 675]
article-headline: دانيل عاشق خلاف	[199, 767, 273, 779]
article-headline-box	[579, 1548, 718, 1568]
article-paragraph: بحث جو موضوع بڻجي ويو آهي. ڪجهه حلقا ان کي ملڪي معيشت کي صحيح رستي تي آڻڻ جي ڪوشش قرار ڏئي رهيا آهن. جڏهن ته ڪجهه حلقا اجلاس کي تنقيد جو نشانو بڻائي رهيا آهن. آرمي چيف آچر تي پهرين ڪراچي ۽ پوءِ لاهور ۾ ملڪ جي اهم ۽ ڪاروباري شخصيتن سان ملاقاتون ڪيون. ان کان علاوه وڏين ڪمپنين جي سربراهن سان گڏجاڻي ڪئي.	[723, 689, 861, 795]
redaction-block	[726, 486, 770, 501]
article-body	[1009, 667, 1150, 752]
redaction-block	[869, 225, 913, 240]
news-article	[434, 1064, 575, 1160]
how-heading: عمل ڇا ٿيندو؟	[274, 1130, 408, 1153]
article-body	[434, 1185, 575, 1619]
article-headline: شباز قرڙو	[791, 1452, 833, 1464]
article-paragraph: ڪراچي: سنڌ حڪومت جي ترجمان چيو آهي ته صوبي ۾ امن امان جي صورتحال بهتر بڻائڻ لاءِ پوليس کي هدايتون ڏنيون ويون آهن ۽ ڏوهارين خلاف ڪارروائي تيز ڪئي ويندي. عوام کي تحفظ ڏيڻ حڪومت جي اولين ترجيح آهي.	[723, 332, 861, 406]
how-step-item: ● توهان ڊجيٽل پليٽ فارم تي سوالن کي ڏسي سگهندا. جهڙوڪ تماشا ايپ Jazz FanPulse ويب پيج وغيره.	[20, 1156, 408, 1192]
article-headline-box	[723, 484, 862, 504]
article-headline-box	[291, 511, 431, 531]
article-headline: ڪنڌ مهانگائي	[785, 488, 839, 500]
redaction-block	[726, 1451, 770, 1466]
article-headline: پوليس مقابلو	[929, 389, 983, 401]
news-columns-right	[434, 28, 1150, 1630]
news-article	[578, 353, 719, 513]
article-headline-box	[579, 1448, 718, 1468]
article-body	[145, 279, 287, 501]
redaction-block	[582, 681, 626, 696]
article-body	[0, 212, 142, 286]
article-paragraph: اسحاق ڊار کي ڪجهه پرڏيهي متاثرن ۽ مدد ملي سگهي هن ٽوئيٽر تي لکيو ته رانا ثناءُالله 4.1 ملين ٽن کنڊ اسمگل ڪرڻ جي اجازت ڏني ڇاڪاڻ ته ڊالر تي سمگلرن نفعو ڪمايو پر احسن اقبال نويد قمر کي ذميوار قرار ڏني ٿو.	[579, 1074, 717, 1149]
article-paragraph: پوليس مطابق مقابلي دوران ٻه ملزم زخمي حالت ۾ گرفتار ڪيا ويا جن وٽان هٿيار ۽ چوري ٿيل موٽرسائيڪل هٿ ڪئي وئي. ملزمن خلاف ڪيس داخل ڪري وڌيڪ جاچ شروع ڪئي وئي آهي.	[436, 410, 573, 474]
article-paragraph: پوليس مطابق مقابلي دوران ٻه ملزم زخمي حالت ۾ گرفتار ڪيا ويا جن وٽان هٿيار ۽ چوري ٿيل موٽرسائيڪل هٿ ڪئي وئي. ملزمن خلاف ڪيس داخل ڪري وڌيڪ جاچ شروع ڪئي وئي آهي.	[723, 243, 861, 307]
article-paragraph: پوليس مطابق مقابلي دوران ٻه ملزم زخمي حالت ۾ گرفتار ڪيا ويا جن وٽان هٿيار ۽ چوري ٿيل موٽرسائيڪل هٿ ڪئي وئي. ملزمن خلاف ڪيس داخل ڪري وڌيڪ جاچ شروع ڪئي وئي آهي.	[147, 837, 285, 901]
article-headline: ڪنديارو ڊرائر	[785, 152, 839, 164]
redaction-block	[438, 281, 482, 296]
news-article	[865, 537, 1006, 686]
right-section	[434, 28, 1150, 1630]
article-paragraph: مهانگائي خلاف شهرين احتجاج ڪندي چيو ته بجلي جي بلن ۽ پيٽرول جي قيمتن ۾ واڌ عوام تي بار آهي. احتجاج ڪندڙن مطالبو ڪيو ته حڪومت فوري طور تي قيمتون گهٽائي ۽ غريب عوام کي رليف ڏئي.	[147, 353, 286, 427]
how-step-item: ● هر سوال ۾ هڪ سپر ونر هوندو يعني هر ميچ لاءِ 4 سپر ونر	[20, 1346, 408, 1364]
redaction-block	[869, 540, 913, 555]
article-body	[865, 559, 1006, 686]
redaction-block	[869, 388, 913, 403]
news-article	[434, 1163, 575, 1619]
article-paragraph: منظور ڪري ورتي. عدالت ريفرنس واپس نيب جي چيئرمين کي موڪلي ڇڏيو. ڊاڪٽر عاصم حسين سميت ٻين ٻارهن احتساب عدالت جي اختيارن کي هاءِ ڪورٽ ۾ چئلينج ڪيو ويو هو. درخواستگذار جي وڪيل فاروق ايڇ نائيڪ جو چوڻ آهي ته نئين قانون موجب هي ريفرنس احتساب عدالت جي دائري اختيار ۾ نٿو اچي.	[292, 52, 431, 147]
article-body	[578, 1470, 719, 1544]
redaction-block	[149, 65, 193, 80]
article-paragraph: پوءِ جو سنڌس لاش واپس ڪيو ويس مان پيرءِ بي بي کي ڪڏهن به معاف نه ڪنديس. شباز اها ڳالهه هر اينڊڙ ويندڙ صحافي، انساني حقن جي ڪارڪن ۽ تحقيقي پوليس آفيسر کي ڏئي ٿي. هن چيو ته پير فياض چيو ته فاطمه کي حويلي ۾ ڇڏي ڏيو هوءِ ٻارن سان کيڏندي.	[147, 417, 285, 502]
article-headline: پٽرول / ڊرگر	[499, 927, 550, 939]
article-headline: صدر علوي	[1078, 455, 1121, 467]
article-paragraph: پوليس مطابق مقابلي دوران ٻه ملزم زخمي حالت ۾ گرفتار ڪيا ويا جن وٽان هٿيار ۽ چوري ٿيل موٽرسائيڪل هٿ ڪئي وئي. ملزمن خلاف ڪيس داخل ڪري وڌيڪ جاچ شروع ڪئي وئي آهي.	[436, 1086, 573, 1150]
article-body	[722, 506, 863, 591]
redaction-block	[149, 260, 189, 275]
article-paragraph: مهانگائي خلاف شهرين احتجاج ڪندي چيو ته بجلي جي بلن ۽ پيٽرول جي قيمتن ۾ واڌ عوام تي بار آهي. احتجاج ڪندڙن مطالبو ڪيو ته حڪومت فوري طور تي قيمتون گهٽائي ۽ غريب عوام کي رليف ڏئي.	[723, 1201, 861, 1276]
article-paragraph: تنظيمن جي مبينه طور 7 دهشتگردن کي گرفتار ڪيو آهي.	[292, 706, 430, 728]
article-paragraph: پوليس مطابق مقابلي دوران ٻه ملزم زخمي حالت ۾ گرفتار ڪيا ويا جن وٽان هٿيار ۽ چوري ٿيل موٽرسائيڪل هٿ ڪئي وئي. ملزمن خلاف ڪيس داخل ڪري وڌيڪ جاچ شروع ڪئي وئي آهي.	[1011, 115, 1148, 179]
